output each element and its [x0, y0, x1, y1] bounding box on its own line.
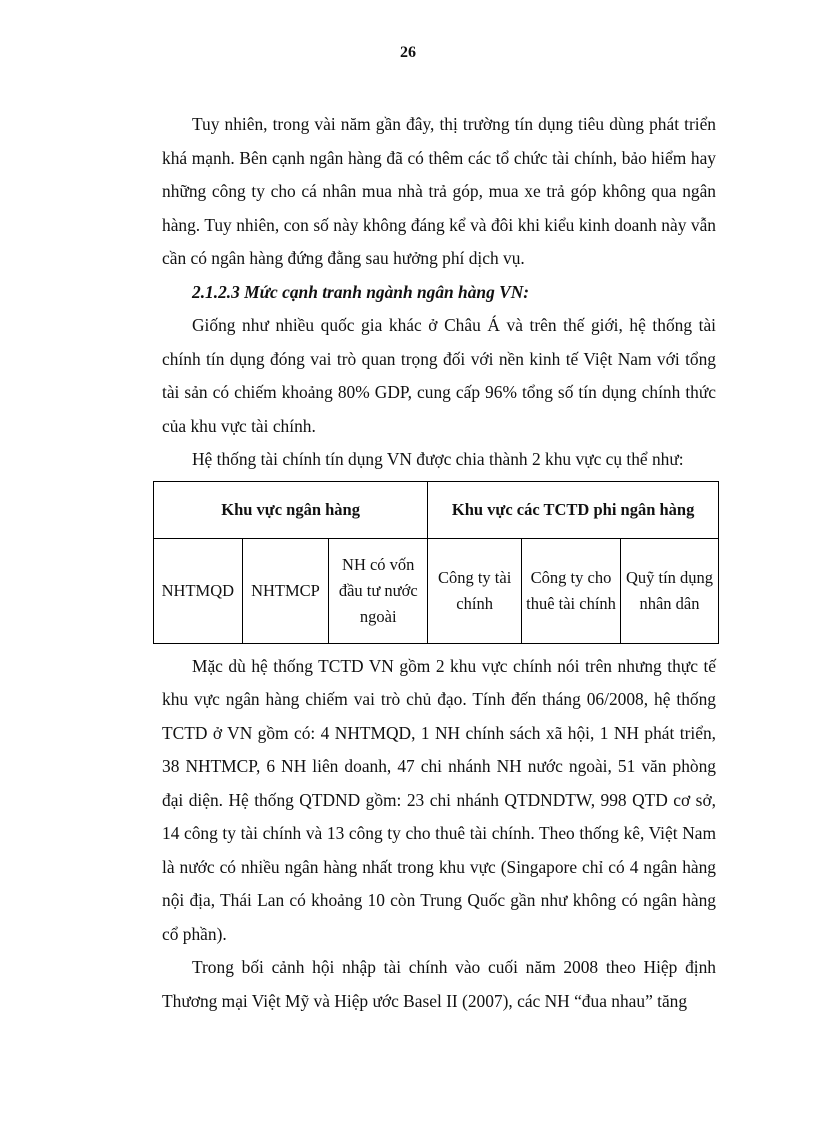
section-heading: 2.1.2.3 Mức cạnh tranh ngành ngân hàng VN: [192, 281, 530, 302]
table-cell: Công ty cho thuê tài chính [522, 538, 621, 643]
bank-sector-header: Khu vực ngân hàng [154, 481, 428, 538]
table-row [154, 538, 719, 643]
paragraph-sector-statistics: Mặc dù hệ thống TCTD VN gồm 2 khu vực chính nói trên nhưng thực tế khu vực ngân hàng chiếm vai trò chủ đạo. Tính đến tháng 06/2008, hệ thống TCTD ở VN gồm có: 4 NHTMQD, 1 NH chính sách xã hội, 1 NH phát triển, 38 NHTMCP, 6 NH liên doanh, 47 chi nhánh NH nước ngoài, 51 văn phòng đại diện. Hệ thống QTDND gồm: 23 chi nhánh QTDNDTW, 998 QTD cơ sở, 14 công ty tài chính và 13 công ty cho thuê tài chính. Theo thống kê, Việt Nam là nước có nhiều ngân hàng nhất trong khu vực (Singapore chỉ có 4 ngân hàng nội địa, Thái Lan có khoảng 10 còn Trung Quốc gần như không có ngân hàng cổ phần). [162, 655, 716, 944]
table-cell: Công ty tài chính [428, 538, 522, 643]
table-cell: NHTMQD [154, 538, 243, 643]
page-content [162, 108, 716, 1018]
nonbank-sector-header: Khu vực các TCTD phi ngân hàng [428, 481, 719, 538]
paragraph-financial-system: Giống như nhiều quốc gia khác ở Châu Á và trên thế giới, hệ thống tài chính tín dụng đóng vai trò quan trọng đối với nền kinh tế Việt Nam với tổng tài sản có chiếm khoảng 80% GDP, cung cấp 96% tổng số tín dụng chính thức của khu vực tài chính. [162, 315, 716, 436]
table-cell: Quỹ tín dụng nhân dân [621, 538, 719, 643]
table-cell: NHTMCP [242, 538, 329, 643]
table-cell: NH có vốn đầu tư nước ngoài [329, 538, 428, 643]
paragraph-consumer-credit: Tuy nhiên, trong vài năm gần đây, thị trường tín dụng tiêu dùng phát triển khá mạnh. Bên cạnh ngân hàng đã có thêm các tổ chức tài chính, bảo hiểm hay những công ty cho cá nhân mua nhà trả góp, mua xe trả góp không qua ngân hàng. Tuy nhiên, con số này không đáng kể và đôi khi kiểu kinh doanh này vẫn cần có ngân hàng đứng đằng sau hưởng phí dịch vụ. [162, 114, 716, 268]
paragraph-two-sectors-intro: Hệ thống tài chính tín dụng VN được chia thành 2 khu vực cụ thể như: [192, 449, 684, 469]
sector-table [153, 481, 719, 644]
page-number: 26 [400, 44, 416, 61]
paragraph-integration: Trong bối cảnh hội nhập tài chính vào cuối năm 2008 theo Hiệp định Thương mại Việt Mỹ và Hiệp ước Basel II (2007), các NH “đua nhau” tăng [162, 957, 716, 1011]
table-header-row [154, 481, 719, 538]
